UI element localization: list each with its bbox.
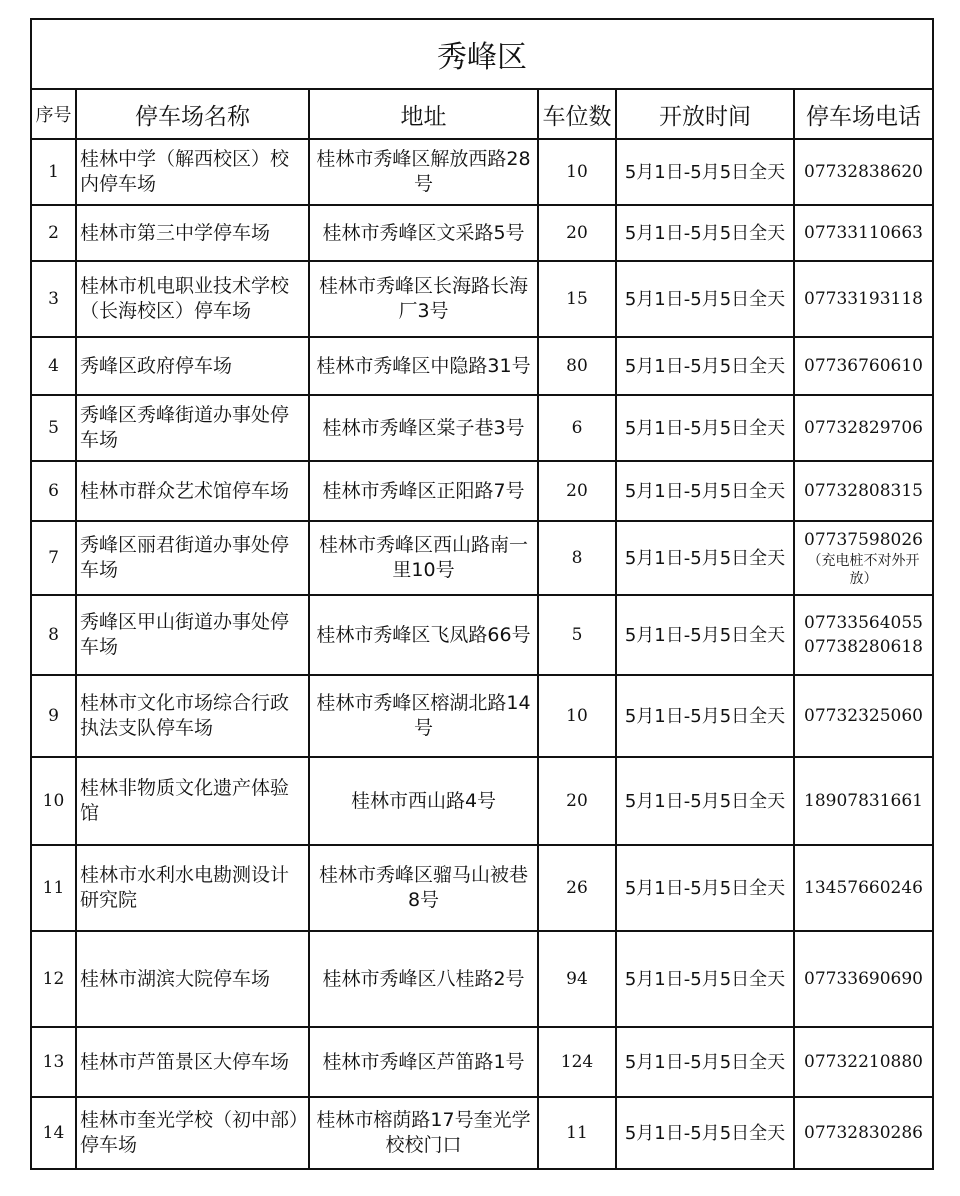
row-address: 桂林市秀峰区正阳路7号 — [309, 461, 538, 521]
row-seq: 14 — [31, 1097, 76, 1169]
row-address: 桂林市秀峰区长海路长海厂3号 — [309, 261, 538, 337]
row-phone — [794, 1097, 933, 1169]
row-name: 秀峰区甲山街道办事处停车场 — [76, 595, 309, 675]
row-seq: 11 — [31, 845, 76, 931]
row-address: 桂林市秀峰区骝马山被巷8号 — [309, 845, 538, 931]
row-hours: 5月1日-5月5日全天 — [616, 395, 794, 461]
phone-number: 13457660246 — [804, 878, 923, 898]
row-address: 桂林市榕荫路17号奎光学校校门口 — [309, 1097, 538, 1169]
phone-number: 07736760610 — [804, 356, 923, 376]
row-name: 桂林市湖滨大院停车场 — [76, 931, 309, 1027]
row-hours: 5月1日-5月5日全天 — [616, 205, 794, 261]
row-name: 桂林市第三中学停车场 — [76, 205, 309, 261]
table-row — [31, 139, 933, 205]
table-row — [31, 1027, 933, 1097]
row-phone — [794, 337, 933, 395]
header-name: 停车场名称 — [76, 89, 309, 139]
phone-number: 18907831661 — [804, 791, 923, 811]
row-hours: 5月1日-5月5日全天 — [616, 139, 794, 205]
row-seq: 4 — [31, 337, 76, 395]
row-seq: 6 — [31, 461, 76, 521]
row-seq: 2 — [31, 205, 76, 261]
row-spaces: 124 — [538, 1027, 616, 1097]
row-seq: 13 — [31, 1027, 76, 1097]
table-row — [31, 395, 933, 461]
row-seq: 12 — [31, 931, 76, 1027]
row-address: 桂林市秀峰区芦笛路1号 — [309, 1027, 538, 1097]
row-spaces: 8 — [538, 521, 616, 595]
phone-number: 07732808315 — [804, 481, 923, 501]
row-hours: 5月1日-5月5日全天 — [616, 675, 794, 757]
header-spaces: 车位数 — [538, 89, 616, 139]
row-phone — [794, 205, 933, 261]
row-seq: 5 — [31, 395, 76, 461]
row-phone — [794, 395, 933, 461]
phone-note: （充电桩不对外开放） — [807, 553, 920, 587]
row-address: 桂林市秀峰区中隐路31号 — [309, 337, 538, 395]
row-spaces: 80 — [538, 337, 616, 395]
row-phone — [794, 757, 933, 845]
row-name: 桂林市机电职业技术学校（长海校区）停车场 — [76, 261, 309, 337]
phone-number: 07733110663 — [804, 223, 923, 243]
table-row — [31, 931, 933, 1027]
row-phone — [794, 461, 933, 521]
header-row — [31, 89, 933, 139]
row-spaces: 94 — [538, 931, 616, 1027]
row-spaces: 20 — [538, 205, 616, 261]
table-row — [31, 595, 933, 675]
row-address: 桂林市秀峰区飞凤路66号 — [309, 595, 538, 675]
row-hours: 5月1日-5月5日全天 — [616, 931, 794, 1027]
row-hours: 5月1日-5月5日全天 — [616, 261, 794, 337]
row-phone — [794, 845, 933, 931]
table-row — [31, 261, 933, 337]
phone-number: 07732210880 — [804, 1052, 923, 1072]
table-row — [31, 845, 933, 931]
phone-number: 07737598026 — [804, 530, 923, 550]
row-spaces: 20 — [538, 757, 616, 845]
row-address: 桂林市秀峰区西山路南一里10号 — [309, 521, 538, 595]
row-hours: 5月1日-5月5日全天 — [616, 757, 794, 845]
row-spaces: 11 — [538, 1097, 616, 1169]
parking-table-container — [30, 18, 932, 1170]
row-name: 桂林市奎光学校（初中部）停车场 — [76, 1097, 309, 1169]
phone-number: 07733193118 — [804, 289, 923, 309]
row-spaces: 26 — [538, 845, 616, 931]
row-spaces: 20 — [538, 461, 616, 521]
row-spaces: 5 — [538, 595, 616, 675]
phone-number: 07733564055 — [804, 613, 923, 633]
row-hours: 5月1日-5月5日全天 — [616, 845, 794, 931]
phone-number: 07738280618 — [804, 637, 923, 657]
header-address: 地址 — [309, 89, 538, 139]
row-phone — [794, 675, 933, 757]
row-phone — [794, 1027, 933, 1097]
table-row — [31, 337, 933, 395]
row-phone — [794, 931, 933, 1027]
row-phone — [794, 261, 933, 337]
row-name: 桂林市水利水电勘测设计研究院 — [76, 845, 309, 931]
header-hours: 开放时间 — [616, 89, 794, 139]
row-spaces: 15 — [538, 261, 616, 337]
header-phone: 停车场电话 — [794, 89, 933, 139]
row-phone — [794, 139, 933, 205]
table-row — [31, 1097, 933, 1169]
header-seq: 序号 — [31, 89, 76, 139]
row-name: 秀峰区丽君街道办事处停车场 — [76, 521, 309, 595]
table-row — [31, 205, 933, 261]
row-spaces: 10 — [538, 675, 616, 757]
table-row — [31, 757, 933, 845]
row-seq: 9 — [31, 675, 76, 757]
row-hours: 5月1日-5月5日全天 — [616, 595, 794, 675]
row-seq: 10 — [31, 757, 76, 845]
row-address: 桂林市秀峰区棠子巷3号 — [309, 395, 538, 461]
row-address: 桂林市西山路4号 — [309, 757, 538, 845]
phone-number: 07732838620 — [804, 162, 923, 182]
phone-number: 07733690690 — [804, 969, 923, 989]
row-address: 桂林市秀峰区解放西路28号 — [309, 139, 538, 205]
row-name: 桂林市文化市场综合行政执法支队停车场 — [76, 675, 309, 757]
phone-number: 07732830286 — [804, 1123, 923, 1143]
row-name: 秀峰区秀峰街道办事处停车场 — [76, 395, 309, 461]
parking-lot-table — [30, 18, 934, 1170]
row-spaces: 6 — [538, 395, 616, 461]
row-hours: 5月1日-5月5日全天 — [616, 1097, 794, 1169]
row-hours: 5月1日-5月5日全天 — [616, 337, 794, 395]
row-spaces: 10 — [538, 139, 616, 205]
row-name: 桂林市群众艺术馆停车场 — [76, 461, 309, 521]
row-seq: 1 — [31, 139, 76, 205]
row-name: 桂林中学（解西校区）校内停车场 — [76, 139, 309, 205]
phone-number: 07732829706 — [804, 418, 923, 438]
row-address: 桂林市秀峰区八桂路2号 — [309, 931, 538, 1027]
row-hours: 5月1日-5月5日全天 — [616, 521, 794, 595]
row-seq: 7 — [31, 521, 76, 595]
row-name: 桂林非物质文化遗产体验馆 — [76, 757, 309, 845]
row-name: 秀峰区政府停车场 — [76, 337, 309, 395]
table-body — [31, 139, 933, 1169]
table-row — [31, 461, 933, 521]
row-seq: 8 — [31, 595, 76, 675]
row-address: 桂林市秀峰区文采路5号 — [309, 205, 538, 261]
table-row — [31, 675, 933, 757]
row-address: 桂林市秀峰区榕湖北路14号 — [309, 675, 538, 757]
row-hours: 5月1日-5月5日全天 — [616, 461, 794, 521]
row-phone — [794, 521, 933, 595]
phone-number: 07732325060 — [804, 706, 923, 726]
table-title: 秀峰区 — [31, 19, 933, 89]
row-hours: 5月1日-5月5日全天 — [616, 1027, 794, 1097]
row-name: 桂林市芦笛景区大停车场 — [76, 1027, 309, 1097]
table-row — [31, 521, 933, 595]
row-seq: 3 — [31, 261, 76, 337]
row-phone — [794, 595, 933, 675]
